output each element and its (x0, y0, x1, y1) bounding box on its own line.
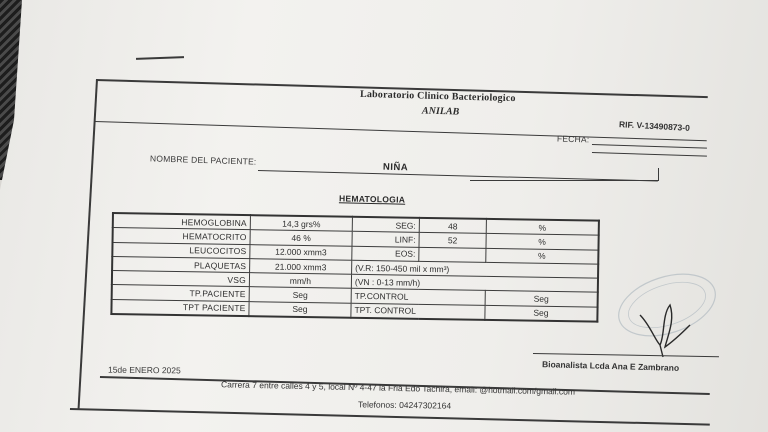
plaquetas-value: 21.000 xmm3 (250, 259, 352, 275)
linf-unit: % (486, 234, 599, 250)
vsg-label: VSG (112, 271, 250, 287)
fecha-line-2 (592, 152, 707, 157)
lab-phones: Telefonos: 04247302164 (357, 399, 452, 411)
plaquetas-reference: (V.R: 150-450 mil x mm³) (352, 260, 599, 278)
hemoglobina-value: 14,3 grs% (250, 215, 352, 231)
analyst-name: Bioanalista Lcda Ana E Zambrano (541, 359, 680, 373)
seg-unit: % (486, 219, 599, 236)
tpt-paciente-value: Seg (249, 301, 351, 317)
form-border-left (78, 79, 98, 409)
tp-paciente-label: TP.PACIENTE (112, 285, 250, 301)
lab-name: Laboratorio Clinico Bacteriologico (359, 88, 516, 105)
rif-number: RIF. V-13490873-0 (618, 119, 691, 133)
hematology-table (110, 212, 600, 323)
form-border-bottom (70, 408, 710, 426)
eos-unit: % (486, 248, 599, 264)
leucocitos-value: 12.000 xmm3 (250, 244, 352, 260)
plaquetas-label: PLAQUETAS (112, 256, 250, 272)
tpt-paciente-label: TPT PACIENTE (111, 299, 249, 316)
tp-paciente-value: Seg (249, 287, 351, 303)
eos-value (419, 247, 486, 262)
section-title: HEMATOLOGIA (338, 193, 406, 205)
lab-short-name: ANILAB (421, 105, 460, 118)
hematocrito-value: 46 % (250, 230, 352, 246)
fecha-label: FECHA: (556, 133, 590, 145)
leucocitos-label: LEUCOCITOS (112, 242, 250, 258)
report-date: 15de ENERO 2025 (107, 364, 181, 376)
header-divider (95, 121, 707, 141)
linf-label: LINF: (352, 232, 419, 247)
patient-name-value: NIÑA (382, 161, 409, 174)
tpt-control-label: TPT. CONTROL (351, 303, 485, 320)
eos-label: EOS: (352, 246, 419, 261)
hematocrito-label: HEMATOCRITO (113, 228, 251, 244)
tp-control-value: Seg (485, 291, 598, 307)
patient-name-label: NOMBRE DEL PACIENTE: (149, 153, 257, 167)
vsg-reference: (VN : 0-13 mm/h) (351, 274, 598, 292)
fecha-line (592, 144, 707, 149)
signature (630, 285, 700, 365)
tpt-control-value: Seg (485, 305, 598, 322)
patient-box-bottom (470, 180, 659, 181)
pen-mark (136, 56, 184, 60)
seg-value: 48 (419, 218, 486, 234)
hemoglobina-label: HEMOGLOBINA (113, 213, 251, 230)
lab-address: Carrera 7 entre calles 4 y 5, local Nº 4-47 la Fria Edo Tachira, email: @hotmail.com/gmail.com (220, 379, 576, 397)
signature-icon (630, 285, 700, 360)
tp-control-label: TP.CONTROL (351, 289, 485, 305)
linf-value: 52 (419, 233, 486, 248)
seg-label: SEG: (352, 217, 419, 233)
vsg-value: mm/h (249, 273, 351, 289)
